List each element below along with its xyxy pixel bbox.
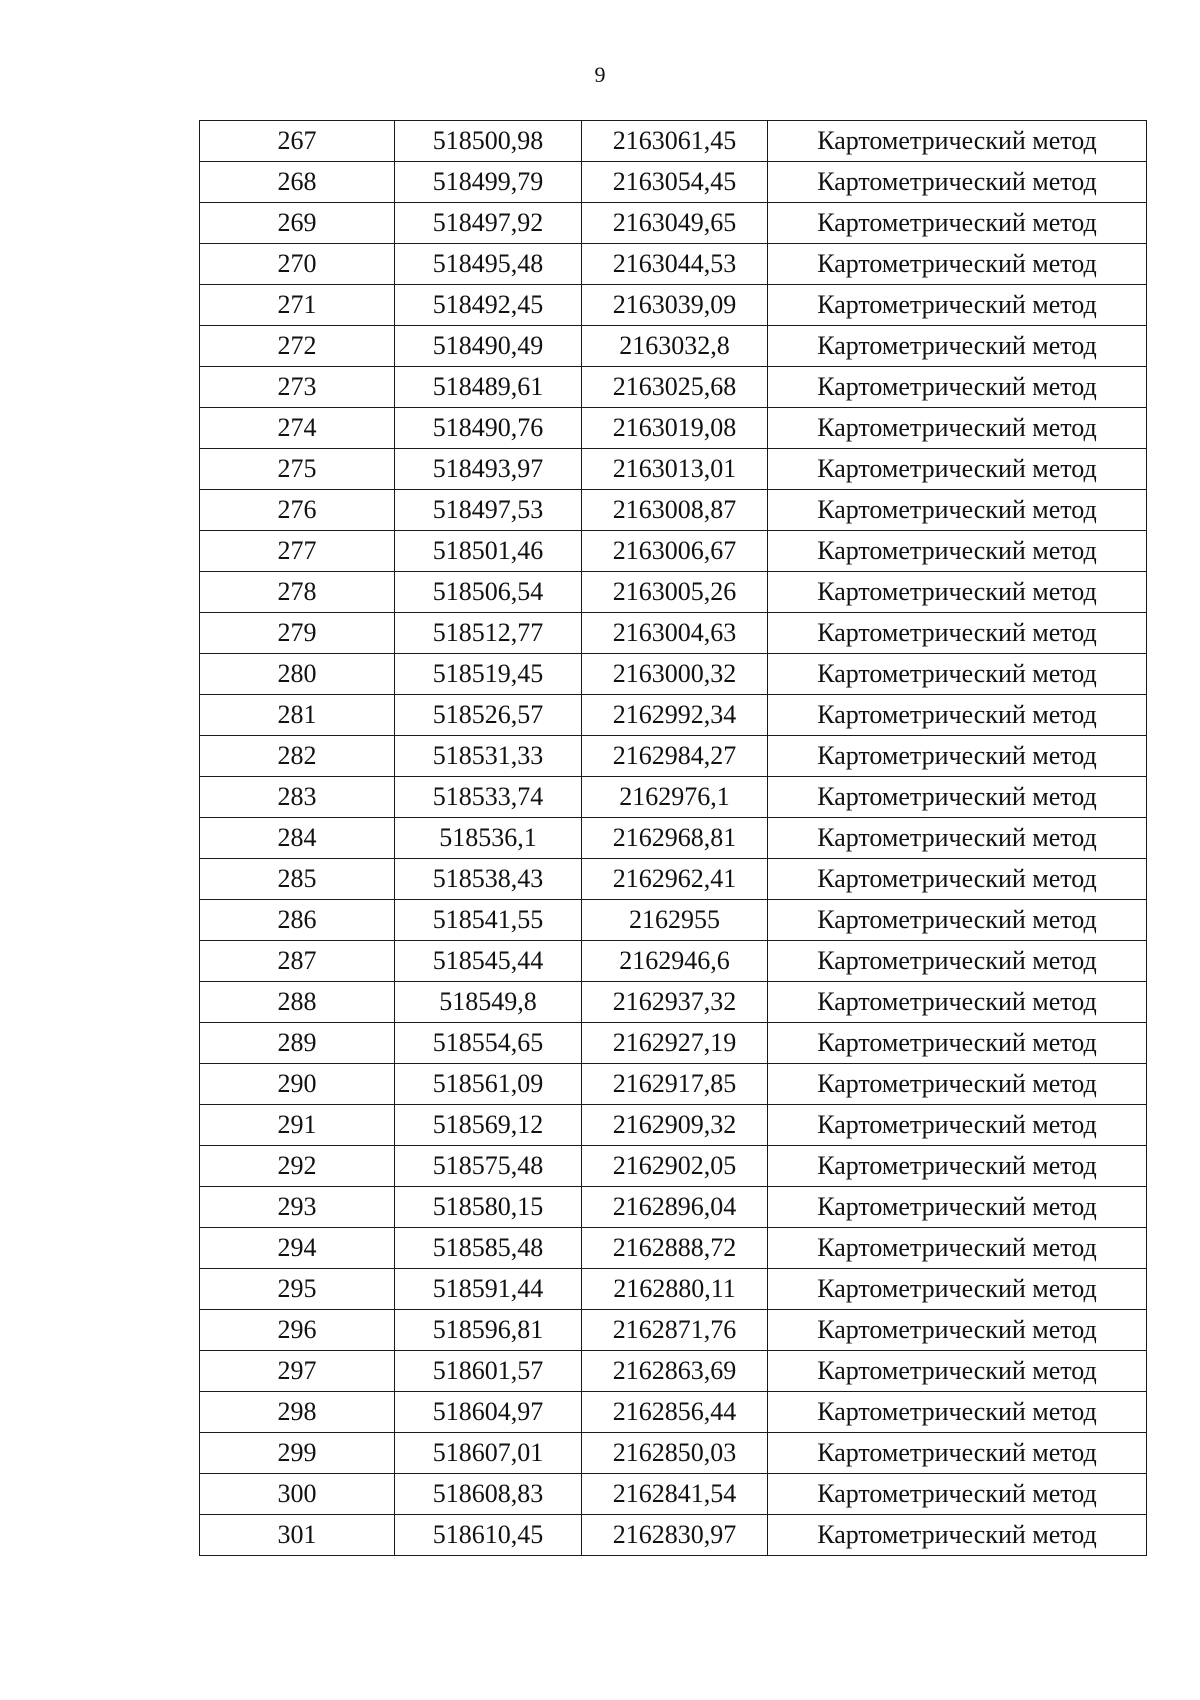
y-coordinate-cell: 2163005,26: [582, 572, 768, 613]
method-cell: Картометрический метод: [768, 859, 1147, 900]
point-number-cell: 286: [200, 900, 395, 941]
point-number-cell: 300: [200, 1474, 395, 1515]
y-coordinate-cell: 2162830,97: [582, 1515, 768, 1556]
y-coordinate-cell: 2163025,68: [582, 367, 768, 408]
point-number-cell: 298: [200, 1392, 395, 1433]
x-coordinate-cell: 518492,45: [395, 285, 582, 326]
method-cell: Картометрический метод: [768, 1187, 1147, 1228]
method-cell: Картометрический метод: [768, 326, 1147, 367]
x-coordinate-cell: 518608,83: [395, 1474, 582, 1515]
table-row: [200, 449, 1147, 490]
table-row: [200, 1310, 1147, 1351]
y-coordinate-cell: 2162909,32: [582, 1105, 768, 1146]
method-cell: Картометрический метод: [768, 982, 1147, 1023]
table-row: [200, 900, 1147, 941]
x-coordinate-cell: 518554,65: [395, 1023, 582, 1064]
method-cell: Картометрический метод: [768, 1146, 1147, 1187]
y-coordinate-cell: 2162976,1: [582, 777, 768, 818]
page-number: 9: [594, 62, 606, 87]
point-number-cell: 291: [200, 1105, 395, 1146]
point-number-cell: 278: [200, 572, 395, 613]
method-cell: Картометрический метод: [768, 695, 1147, 736]
method-cell: Картометрический метод: [768, 285, 1147, 326]
x-coordinate-cell: 518519,45: [395, 654, 582, 695]
table-row: [200, 1515, 1147, 1556]
point-number-cell: 293: [200, 1187, 395, 1228]
method-cell: Картометрический метод: [768, 572, 1147, 613]
table-row: [200, 572, 1147, 613]
point-number-cell: 282: [200, 736, 395, 777]
table-row: [200, 1433, 1147, 1474]
x-coordinate-cell: 518501,46: [395, 531, 582, 572]
x-coordinate-cell: 518536,1: [395, 818, 582, 859]
y-coordinate-cell: 2163013,01: [582, 449, 768, 490]
x-coordinate-cell: 518500,98: [395, 121, 582, 162]
table-row: [200, 1228, 1147, 1269]
table-row: [200, 408, 1147, 449]
y-coordinate-cell: 2163054,45: [582, 162, 768, 203]
method-cell: Картометрический метод: [768, 1351, 1147, 1392]
point-number-cell: 281: [200, 695, 395, 736]
y-coordinate-cell: 2162984,27: [582, 736, 768, 777]
x-coordinate-cell: 518495,48: [395, 244, 582, 285]
table-row: [200, 1269, 1147, 1310]
table-row: [200, 203, 1147, 244]
table-row: [200, 326, 1147, 367]
x-coordinate-cell: 518569,12: [395, 1105, 582, 1146]
y-coordinate-cell: 2162850,03: [582, 1433, 768, 1474]
y-coordinate-cell: 2162902,05: [582, 1146, 768, 1187]
method-cell: Картометрический метод: [768, 490, 1147, 531]
y-coordinate-cell: 2162962,41: [582, 859, 768, 900]
method-cell: Картометрический метод: [768, 408, 1147, 449]
y-coordinate-cell: 2163032,8: [582, 326, 768, 367]
x-coordinate-cell: 518575,48: [395, 1146, 582, 1187]
point-number-cell: 294: [200, 1228, 395, 1269]
y-coordinate-cell: 2162896,04: [582, 1187, 768, 1228]
table-row: [200, 244, 1147, 285]
table-row: [200, 982, 1147, 1023]
x-coordinate-cell: 518610,45: [395, 1515, 582, 1556]
table-row: [200, 1392, 1147, 1433]
coordinates-table: [199, 120, 1147, 1556]
table-row: [200, 1105, 1147, 1146]
method-cell: Картометрический метод: [768, 941, 1147, 982]
x-coordinate-cell: 518596,81: [395, 1310, 582, 1351]
method-cell: Картометрический метод: [768, 613, 1147, 654]
x-coordinate-cell: 518549,8: [395, 982, 582, 1023]
point-number-cell: 272: [200, 326, 395, 367]
y-coordinate-cell: 2162968,81: [582, 818, 768, 859]
method-cell: Картометрический метод: [768, 1064, 1147, 1105]
method-cell: Картометрический метод: [768, 531, 1147, 572]
x-coordinate-cell: 518580,15: [395, 1187, 582, 1228]
y-coordinate-cell: 2162863,69: [582, 1351, 768, 1392]
y-coordinate-cell: 2162871,76: [582, 1310, 768, 1351]
table-row: [200, 490, 1147, 531]
x-coordinate-cell: 518607,01: [395, 1433, 582, 1474]
point-number-cell: 273: [200, 367, 395, 408]
point-number-cell: 296: [200, 1310, 395, 1351]
point-number-cell: 275: [200, 449, 395, 490]
method-cell: Картометрический метод: [768, 1433, 1147, 1474]
method-cell: Картометрический метод: [768, 900, 1147, 941]
point-number-cell: 279: [200, 613, 395, 654]
table-row: [200, 285, 1147, 326]
x-coordinate-cell: 518531,33: [395, 736, 582, 777]
x-coordinate-cell: 518493,97: [395, 449, 582, 490]
coordinates-table-body: [200, 121, 1147, 1556]
point-number-cell: 276: [200, 490, 395, 531]
x-coordinate-cell: 518497,53: [395, 490, 582, 531]
table-row: [200, 695, 1147, 736]
point-number-cell: 297: [200, 1351, 395, 1392]
x-coordinate-cell: 518489,61: [395, 367, 582, 408]
point-number-cell: 288: [200, 982, 395, 1023]
x-coordinate-cell: 518541,55: [395, 900, 582, 941]
method-cell: Картометрический метод: [768, 367, 1147, 408]
method-cell: Картометрический метод: [768, 1228, 1147, 1269]
x-coordinate-cell: 518561,09: [395, 1064, 582, 1105]
y-coordinate-cell: 2162946,6: [582, 941, 768, 982]
y-coordinate-cell: 2163006,67: [582, 531, 768, 572]
y-coordinate-cell: 2163000,32: [582, 654, 768, 695]
method-cell: Картометрический метод: [768, 1105, 1147, 1146]
method-cell: Картометрический метод: [768, 162, 1147, 203]
y-coordinate-cell: 2162937,32: [582, 982, 768, 1023]
table-row: [200, 654, 1147, 695]
method-cell: Картометрический метод: [768, 449, 1147, 490]
point-number-cell: 271: [200, 285, 395, 326]
table-row: [200, 613, 1147, 654]
table-row: [200, 859, 1147, 900]
table-row: [200, 1023, 1147, 1064]
method-cell: Картометрический метод: [768, 1392, 1147, 1433]
x-coordinate-cell: 518604,97: [395, 1392, 582, 1433]
x-coordinate-cell: 518499,79: [395, 162, 582, 203]
y-coordinate-cell: 2163049,65: [582, 203, 768, 244]
y-coordinate-cell: 2163019,08: [582, 408, 768, 449]
method-cell: Картометрический метод: [768, 654, 1147, 695]
point-number-cell: 270: [200, 244, 395, 285]
table-row: [200, 736, 1147, 777]
table-row: [200, 941, 1147, 982]
point-number-cell: 292: [200, 1146, 395, 1187]
method-cell: Картометрический метод: [768, 203, 1147, 244]
x-coordinate-cell: 518538,43: [395, 859, 582, 900]
point-number-cell: 283: [200, 777, 395, 818]
point-number-cell: 268: [200, 162, 395, 203]
y-coordinate-cell: 2163044,53: [582, 244, 768, 285]
table-row: [200, 531, 1147, 572]
method-cell: Картометрический метод: [768, 1515, 1147, 1556]
method-cell: Картометрический метод: [768, 777, 1147, 818]
y-coordinate-cell: 2162888,72: [582, 1228, 768, 1269]
y-coordinate-cell: 2163039,09: [582, 285, 768, 326]
method-cell: Картометрический метод: [768, 244, 1147, 285]
x-coordinate-cell: 518526,57: [395, 695, 582, 736]
point-number-cell: 289: [200, 1023, 395, 1064]
y-coordinate-cell: 2162955: [582, 900, 768, 941]
x-coordinate-cell: 518512,77: [395, 613, 582, 654]
table-row: [200, 1187, 1147, 1228]
table-row: [200, 777, 1147, 818]
x-coordinate-cell: 518601,57: [395, 1351, 582, 1392]
point-number-cell: 274: [200, 408, 395, 449]
point-number-cell: 301: [200, 1515, 395, 1556]
method-cell: Картометрический метод: [768, 1023, 1147, 1064]
y-coordinate-cell: 2162917,85: [582, 1064, 768, 1105]
y-coordinate-cell: 2162927,19: [582, 1023, 768, 1064]
x-coordinate-cell: 518591,44: [395, 1269, 582, 1310]
table-row: [200, 121, 1147, 162]
table-row: [200, 818, 1147, 859]
table-row: [200, 1146, 1147, 1187]
y-coordinate-cell: 2163008,87: [582, 490, 768, 531]
x-coordinate-cell: 518585,48: [395, 1228, 582, 1269]
method-cell: Картометрический метод: [768, 736, 1147, 777]
y-coordinate-cell: 2162992,34: [582, 695, 768, 736]
point-number-cell: 295: [200, 1269, 395, 1310]
table-row: [200, 1474, 1147, 1515]
method-cell: Картометрический метод: [768, 818, 1147, 859]
point-number-cell: 277: [200, 531, 395, 572]
point-number-cell: 290: [200, 1064, 395, 1105]
table-row: [200, 367, 1147, 408]
x-coordinate-cell: 518533,74: [395, 777, 582, 818]
point-number-cell: 280: [200, 654, 395, 695]
y-coordinate-cell: 2162856,44: [582, 1392, 768, 1433]
point-number-cell: 299: [200, 1433, 395, 1474]
x-coordinate-cell: 518506,54: [395, 572, 582, 613]
x-coordinate-cell: 518545,44: [395, 941, 582, 982]
point-number-cell: 269: [200, 203, 395, 244]
table-row: [200, 1064, 1147, 1105]
method-cell: Картометрический метод: [768, 1474, 1147, 1515]
x-coordinate-cell: 518497,92: [395, 203, 582, 244]
point-number-cell: 287: [200, 941, 395, 982]
method-cell: Картометрический метод: [768, 121, 1147, 162]
method-cell: Картометрический метод: [768, 1310, 1147, 1351]
point-number-cell: 284: [200, 818, 395, 859]
y-coordinate-cell: 2162841,54: [582, 1474, 768, 1515]
table-row: [200, 162, 1147, 203]
y-coordinate-cell: 2163004,63: [582, 613, 768, 654]
x-coordinate-cell: 518490,49: [395, 326, 582, 367]
point-number-cell: 285: [200, 859, 395, 900]
method-cell: Картометрический метод: [768, 1269, 1147, 1310]
table-row: [200, 1351, 1147, 1392]
point-number-cell: 267: [200, 121, 395, 162]
y-coordinate-cell: 2163061,45: [582, 121, 768, 162]
x-coordinate-cell: 518490,76: [395, 408, 582, 449]
y-coordinate-cell: 2162880,11: [582, 1269, 768, 1310]
